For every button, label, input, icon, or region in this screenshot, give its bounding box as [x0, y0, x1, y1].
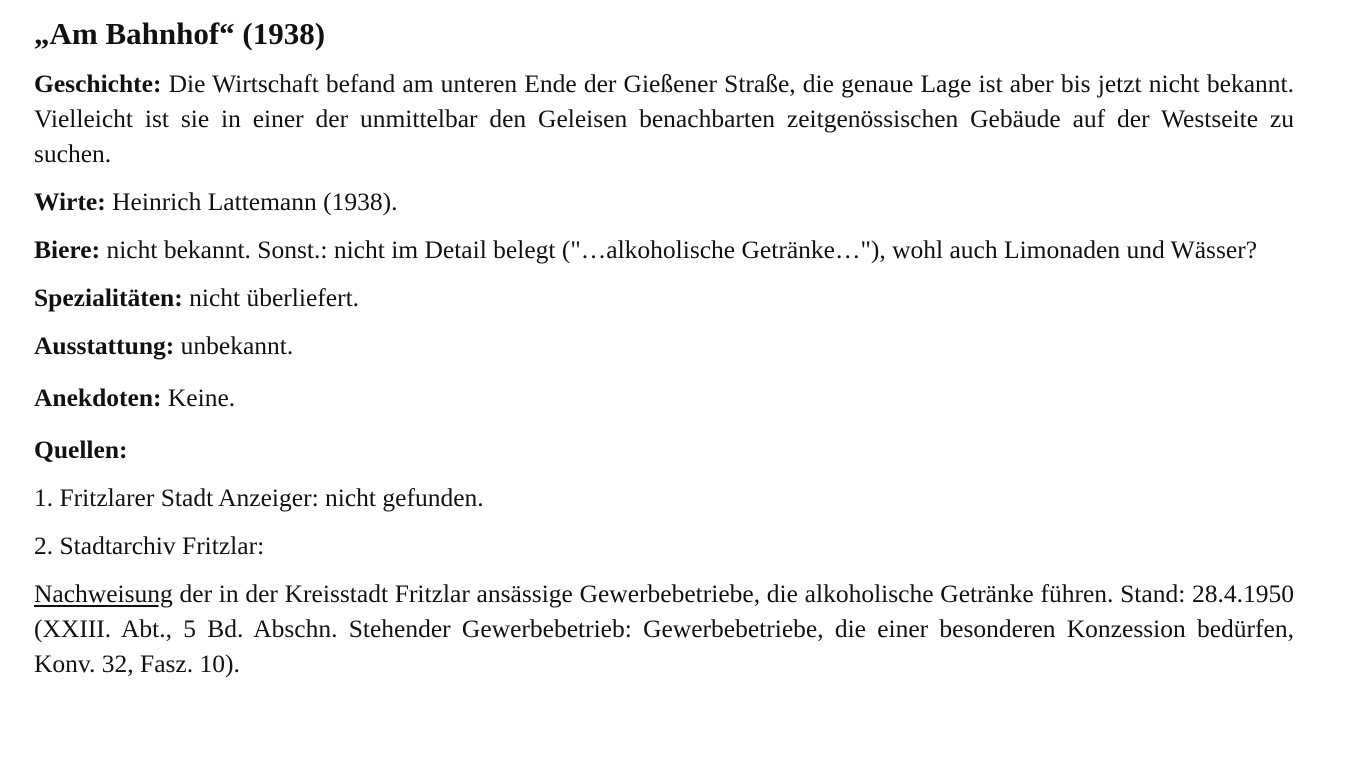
section-text: nicht bekannt. Sonst.: nicht im Detail belegt ("…alkoholische Getränke…"), wohl auch Limonaden und Wässer? [100, 235, 1258, 264]
section-text: Die Wirtschaft befand am unteren Ende der Gießener Straße, die genaue Lage ist aber bis jetzt nicht bekannt. Vielleicht ist sie in einer der unmittelbar den Geleisen benachbarten zeitgenössischen Gebäude auf der Westseite zu suchen. [34, 69, 1294, 168]
section-ausstattung [34, 328, 1294, 363]
section-text: nicht überliefert. [182, 283, 360, 312]
section-label: Spezialitäten: [34, 283, 183, 312]
section-label: Quellen: [34, 435, 128, 464]
source-nachweisung [34, 576, 1294, 681]
nachweisung-underlined: Nachweisung [34, 579, 173, 608]
page-title: „Am Bahnhof“ (1938) [34, 16, 326, 51]
source-item-1: 1. Fritzlarer Stadt Anzeiger: nicht gefunden. [34, 483, 484, 512]
section-text: Heinrich Lattemann (1938). [105, 187, 398, 216]
section-anekdoten [34, 380, 1294, 415]
source-item-2: 2. Stadtarchiv Fritzlar: [34, 531, 265, 560]
nachweisung-text: der in der Kreisstadt Fritzlar ansässige Gewerbebetriebe, die alkoholische Getränke führen. Stand: 28.4.1950 (XXIII. Abt., 5 Bd. Abschn. Stehender Gewerbebetrieb: Gewerbebetriebe, die einer besonderen Konzession bedürfen, Konv. 32, Fasz. 10). [34, 579, 1294, 678]
section-biere [34, 232, 1294, 267]
section-label: Biere: [34, 235, 101, 264]
section-quellen [34, 432, 1294, 467]
section-text: Keine. [161, 383, 236, 412]
section-label: Ausstattung: [34, 331, 175, 360]
section-label: Wirte: [34, 187, 106, 216]
section-geschichte [34, 66, 1294, 171]
section-label: Geschichte: [34, 69, 162, 98]
section-label: Anekdoten: [34, 383, 162, 412]
section-wirte [34, 184, 1294, 219]
section-spezialitaeten [34, 280, 1294, 315]
section-text: unbekannt. [174, 331, 294, 360]
